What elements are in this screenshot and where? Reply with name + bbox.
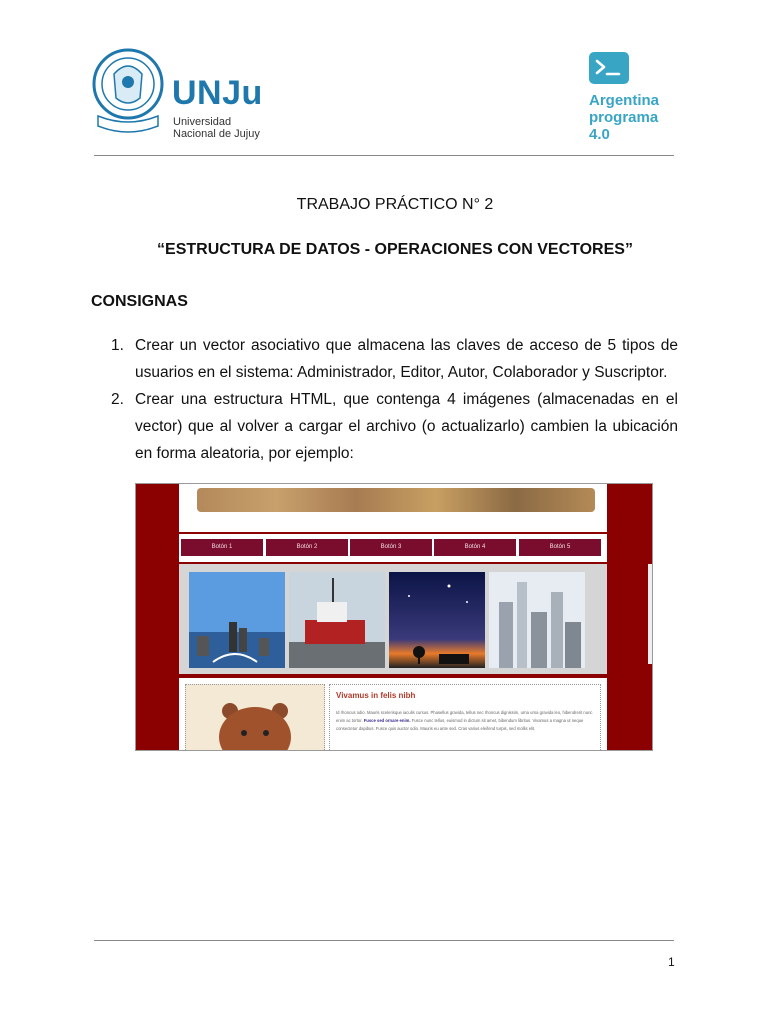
unju-logo-name: UNJu	[172, 74, 263, 112]
example-content	[179, 678, 607, 751]
city-skyline-photo	[189, 572, 285, 668]
list-item-text: Crear un vector asociativo que almacena las claves de acceso de 5 tipos de usuarios en el sistema: Administrador, Editor, Autor, Colaborador y Suscriptor.	[135, 337, 678, 381]
unju-subtitle-line2: Nacional de Jujuy	[173, 128, 260, 140]
ap-line3: 4.0	[589, 126, 610, 143]
example-button-4[interactable]: Botón 4	[434, 539, 516, 556]
list-item	[111, 386, 678, 467]
unju-logo-subtitle	[173, 116, 260, 140]
example-button-3[interactable]: Botón 3	[350, 539, 432, 556]
unju-subtitle-line1: Universidad	[173, 116, 232, 128]
lorem-segment: Id rhoncus odio. Mauris scelerisque iaculis cursus. Phasellus gravida, tellus nec rhoncus dignissim, urna urna gravida leo, hibendrerit nunc enim ac tortor.	[336, 710, 593, 723]
list-item-text: Crear una estructura HTML, que contenga 4 imágenes (almacenadas en el vector) que al volver a cargar el archivo (o actualizarlo) cambien la ubicación en forma aleatoria, por ejemplo:	[135, 391, 678, 462]
example-banner-image	[197, 488, 595, 512]
footer-divider	[94, 940, 674, 941]
page-header	[92, 44, 674, 156]
document-title: TRABAJO PRÁCTICO N° 2	[296, 196, 494, 213]
example-article-title: Vivamus in felis nibh	[336, 691, 416, 700]
university-seal-icon	[92, 44, 164, 140]
example-button-1[interactable]: Botón 1	[181, 539, 263, 556]
lorem-segment: Fusce nunc tellus, euismod in dictum sit amet, bibendum libritus. Vivamus a magna ut neque consectetur dapibus. Fusce quis auctor odio. Mauris eu ante sed. Cras varius eleifend turpis, sed mollis elit.	[336, 718, 584, 731]
example-banner	[179, 484, 607, 532]
lorem-highlight: Fusce sed ornare enim.	[363, 718, 411, 723]
buildings-photo	[489, 572, 585, 668]
example-article	[329, 684, 601, 751]
example-menu-bar	[179, 534, 607, 562]
ap-line2: programa	[589, 109, 659, 126]
bear-illustration-icon	[186, 685, 324, 751]
list-item-number: 2.	[111, 391, 124, 408]
section-heading: CONSIGNAS	[91, 293, 188, 310]
example-button-2[interactable]: Botón 2	[266, 539, 348, 556]
example-button-5[interactable]: Botón 5	[519, 539, 601, 556]
header-divider	[94, 155, 674, 156]
ship-photo	[289, 572, 385, 668]
argentina-programa-logo-text	[589, 92, 659, 143]
list-item-number: 1.	[111, 337, 124, 354]
page-number: 1	[668, 955, 675, 969]
example-scrollbar	[648, 564, 652, 664]
instructions-list	[111, 332, 678, 467]
document-subtitle: “ESTRUCTURA DE DATOS - OPERACIONES CON VECTORES”	[157, 241, 633, 258]
terminal-icon	[589, 52, 629, 84]
example-gallery	[179, 564, 607, 674]
example-screenshot	[135, 483, 653, 751]
example-side-image	[185, 684, 325, 751]
ap-line1: Argentina	[589, 92, 660, 109]
night-sky-photo	[389, 572, 485, 668]
example-article-body	[336, 709, 594, 733]
list-item	[111, 332, 678, 386]
